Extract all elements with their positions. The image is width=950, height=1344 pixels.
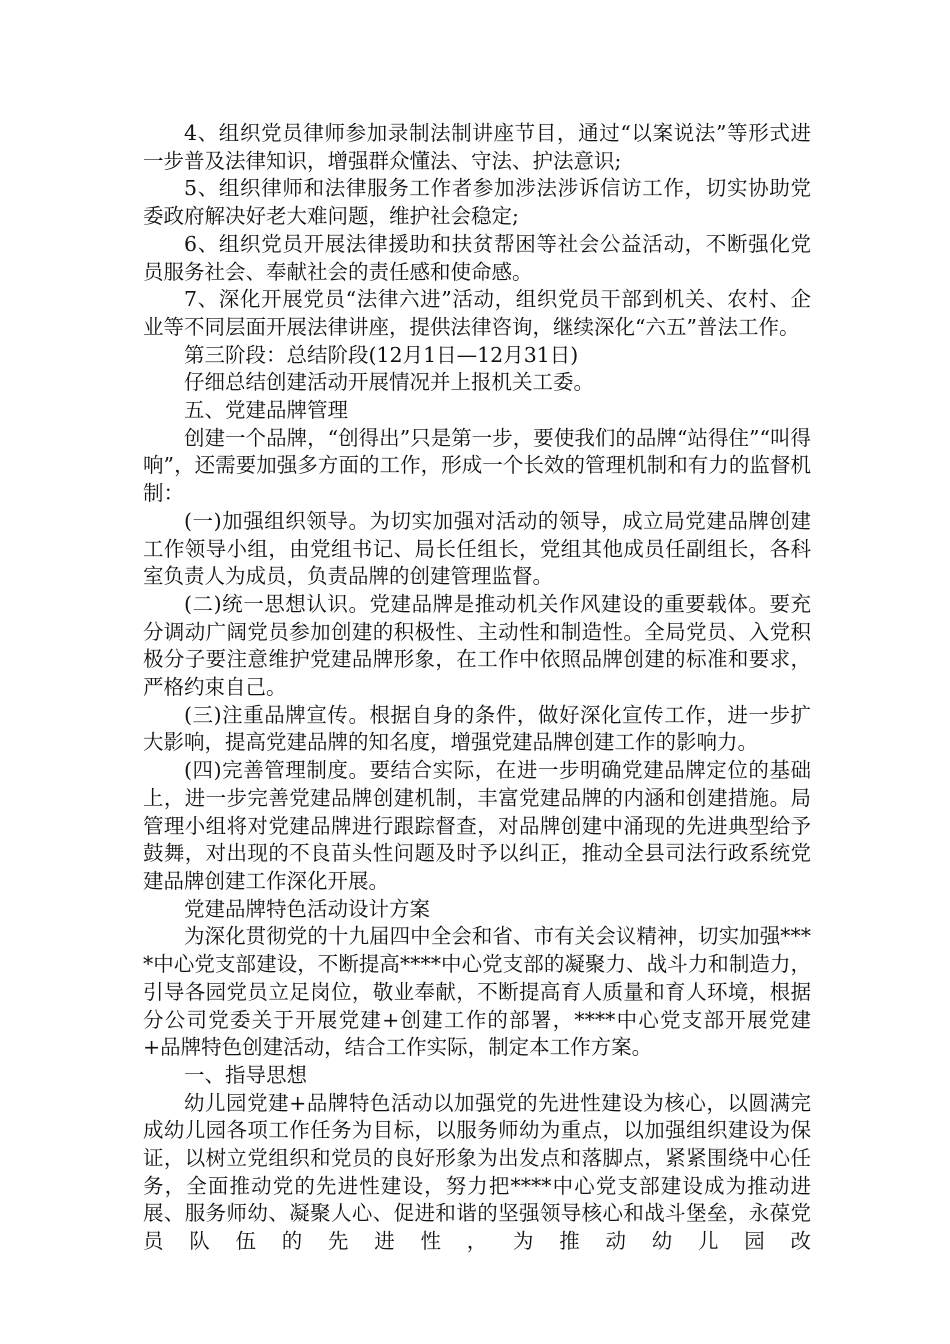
management-item-1: (一)加强组织领导。为切实加强对活动的领导，成立局党建品牌创建工作领导小组，由党组书记、局长任组长，党组其他成员任副组长，各科室负责人为成员，负责品牌的创建管理监督。 bbox=[143, 508, 811, 589]
guiding-thought-heading: 一、指导思想 bbox=[184, 1062, 307, 1087]
paragraph-item-6: 6、组织党员开展法律援助和扶贫帮困等社会公益活动，不断强化党员服务社会、奉献社会的责任感和使命感。 bbox=[143, 231, 811, 284]
stage-three-heading: 第三阶段：总结阶段(12月1日—12月31日) bbox=[184, 342, 579, 367]
document-body bbox=[143, 120, 811, 1256]
management-item-4: (四)完善管理制度。要结合实际，在进一步明确党建品牌定位的基础上，进一步完善党建品牌创建机制，丰富党建品牌的内涵和创建措施。局管理小组将对党建品牌进行跟踪督查，对品牌创建中涌现的先进典型给予鼓舞，对出现的不良苗头性问题及时予以纠正，推动全县司法行政系统党建品牌创建工作深化开展。 bbox=[143, 758, 811, 893]
paragraph-item-4: 4、组织党员律师参加录制法制讲座节目，通过“以案说法”等形式进一步普及法律知识，增强群众懂法、守法、护法意识; bbox=[143, 121, 811, 173]
paragraph-item-7: 7、深化开展党员“法律六进”活动，组织党员干部到机关、农村、企业等不同层面开展法律讲座，提供法律咨询，继续深化“六五”普法工作。 bbox=[143, 287, 811, 339]
section-five-heading: 五、党建品牌管理 bbox=[184, 398, 348, 423]
paragraph-item-5: 5、组织律师和法律服务工作者参加涉法涉诉信访工作，切实协助党委政府解决好老大难问题，维护社会稳定; bbox=[143, 176, 811, 229]
management-item-3: (三)注重品牌宣传。根据自身的条件，做好深化宣传工作，进一步扩大影响，提高党建品牌的知名度，增强党建品牌创建工作的影响力。 bbox=[143, 702, 811, 755]
stage-three-text: 仔细总结创建活动开展情况并上报机关工委。 bbox=[184, 370, 594, 395]
brand-management-intro: 创建一个品牌，“创得出”只是第一步，要使我们的品牌“站得住”“叫得响”，还需要加强多方面的工作，形成一个长效的管理机制和有力的监督机制： bbox=[143, 425, 811, 506]
management-item-2: (二)统一思想认识。党建品牌是推动机关作风建设的重要载体。要充分调动广阔党员参加创建的积极性、主动性和制造性。全局党员、入党积极分子要注意维护党建品牌形象，在工作中依照品牌创建的标准和要求，严格约束自己。 bbox=[143, 591, 811, 700]
plan-intro: 为深化贯彻党的十九届四中全会和省、市有关会议精神，切实加强****中心党支部建设，不断提高****中心党支部的凝聚力、战斗力和制造力，引导各园党员立足岗位，敬业奉献，不断提高育人质量和育人环境，根据分公司党委关于开展党建+创建工作的部署，****中心党支部开展党建+品牌特色创建活动，结合工作实际，制定本工作方案。 bbox=[143, 924, 811, 1060]
plan-title: 党建品牌特色活动设计方案 bbox=[184, 896, 430, 921]
guiding-thought-text: 幼儿园党建+品牌特色活动以加强党的先进性建设为核心，以圆满完成幼儿园各项工作任务为目标，以服务师幼为重点，以加强组织建设为保证，以树立党组织和党员的良好形象为出发点和落脚点，紧紧围绕中心任务，全面推动党的先进性建设，努力把****中心党支部建设成为推动进展、服务师幼、凝聚人心、促进和谐的坚强领导核心和战斗堡垒，永葆党员队伍的先进性，为推动幼儿园改 bbox=[143, 1090, 811, 1254]
